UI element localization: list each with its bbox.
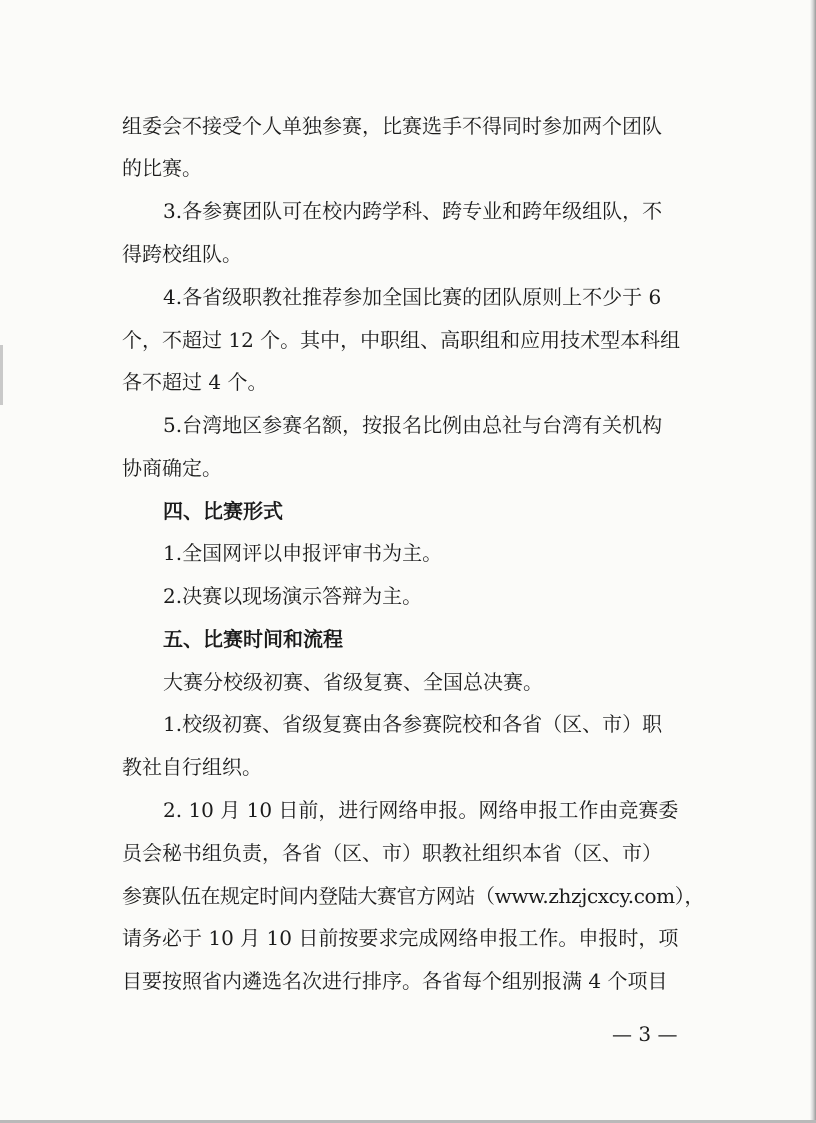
text-line: 3.各参赛团队可在校内跨学科、跨专业和跨年级组队，不 [163, 199, 663, 223]
text-line: 教社自行组织。 [122, 755, 262, 779]
text-line: 得跨校组队。 [122, 242, 242, 266]
text-line: 个，不超过 12 个。其中，中职组、高职组和应用技术型本科组 [122, 328, 681, 352]
section-heading: 四、比赛形式 [163, 499, 283, 523]
text-line: 1.全国网评以申报评审书为主。 [163, 541, 443, 565]
section-heading: 五、比赛时间和流程 [163, 627, 343, 651]
text-line: 员会秘书组负责，各省（区、市）职教社组织本省（区、市） [122, 841, 662, 865]
text-line: 目要按照省内遴选名次进行排序。各省每个组别报满 4 个项目 [122, 969, 668, 993]
text-line: 各不超过 4 个。 [122, 370, 268, 394]
page-number: — 3 — [612, 1022, 678, 1046]
text-line: 1.校级初赛、省级复赛由各参赛院校和各省（区、市）职 [163, 712, 663, 736]
text-line: 的比赛。 [122, 156, 202, 180]
text-line: 协商确定。 [122, 456, 222, 480]
scan-edge-right [810, 0, 816, 1123]
text-line: 参赛队伍在规定时间内登陆大赛官方网站（www.zhzjcxcy.com）， [122, 884, 704, 908]
text-line: 5.台湾地区参赛名额，按报名比例由总社与台湾有关机构 [163, 413, 663, 437]
text-line: 2. 10 月 10 日前，进行网络申报。网络申报工作由竞赛委 [163, 798, 679, 822]
text-line: 组委会不接受个人单独参赛，比赛选手不得同时参加两个团队 [122, 114, 662, 138]
text-line: 大赛分校级初赛、省级复赛、全国总决赛。 [163, 670, 543, 694]
scan-edge-mark [0, 345, 3, 405]
text-line: 2.决赛以现场演示答辩为主。 [163, 584, 423, 608]
text-line: 请务必于 10 月 10 日前按要求完成网络申报工作。申报时，项 [122, 926, 679, 950]
text-line: 4.各省级职教社推荐参加全国比赛的团队原则上不少于 6 [163, 285, 662, 309]
